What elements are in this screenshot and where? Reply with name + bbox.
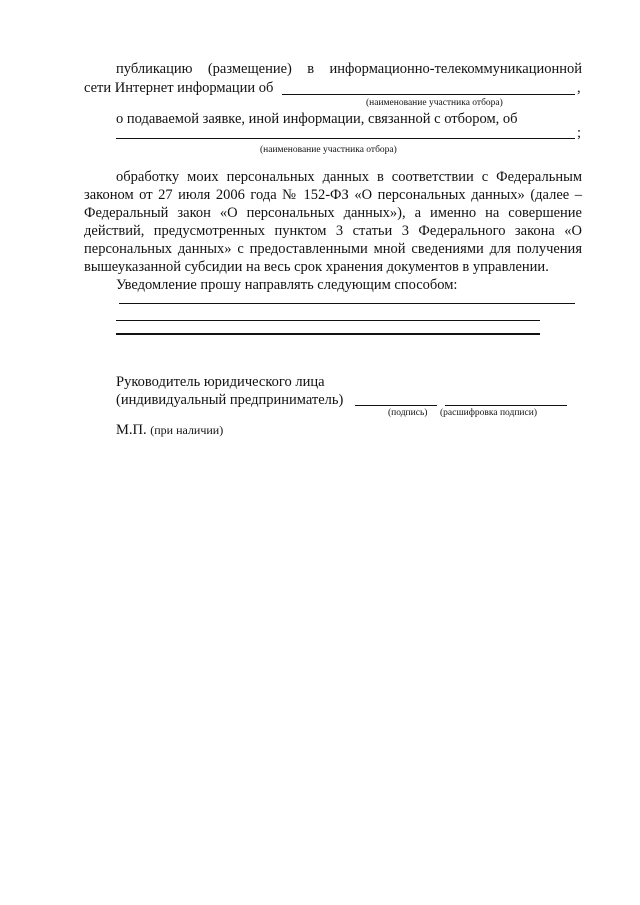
stamp-text: М.П. <box>116 422 147 438</box>
notification-method-line-1 <box>119 303 575 304</box>
participant-caption-2: (наименование участника отбора) <box>260 145 397 155</box>
publication-line-2-suffix: , <box>577 80 581 96</box>
notification-method-line-3 <box>116 333 540 335</box>
stamp-note: (при наличии) <box>150 423 224 437</box>
consent-line-2: законом от 27 июля 2006 года № 152-ФЗ «О персональных данных» (далее – <box>84 187 582 203</box>
application-info-line: о подаваемой заявке, иной информации, связанной с отбором, об <box>116 111 518 127</box>
consent-line-5: персональных данных» с предоставленными мной сведениями для получения <box>84 241 582 257</box>
consent-line-3: Федеральный закон «О персональных данных»), а именно на совершение <box>84 205 582 221</box>
participant-name-line-2 <box>116 138 575 139</box>
head-title-line-2: (индивидуальный предприниматель) <box>116 392 344 408</box>
consent-line-4: действий, предусмотренных пунктом 3 статьи 3 Федерального закона «О <box>84 223 582 239</box>
publication-line-1: публикацию (размещение) в информационно-телекоммуникационной <box>116 61 582 77</box>
signature-caption: (подпись) <box>388 408 428 418</box>
participant-caption-1: (наименование участника отбора) <box>366 98 503 108</box>
signature-line <box>355 405 437 406</box>
head-title-line-1: Руководитель юридического лица <box>116 374 325 390</box>
consent-line-1: обработку моих персональных данных в соответствии с Федеральным <box>116 169 582 185</box>
participant-name-line-1 <box>282 94 575 95</box>
application-info-suffix: ; <box>577 125 582 141</box>
consent-line-6: вышеуказанной субсидии на весь срок хранения документов в управлении. <box>84 259 549 275</box>
publication-line-2-prefix: сети Интернет информации об <box>84 80 274 96</box>
notification-method-line-2 <box>116 320 540 321</box>
stamp-label <box>116 421 223 439</box>
signature-decoding-line <box>445 405 567 406</box>
signature-decoding-caption: (расшифровка подписи) <box>440 408 537 418</box>
notification-label: Уведомление прошу направлять следующим способом: <box>116 277 458 293</box>
